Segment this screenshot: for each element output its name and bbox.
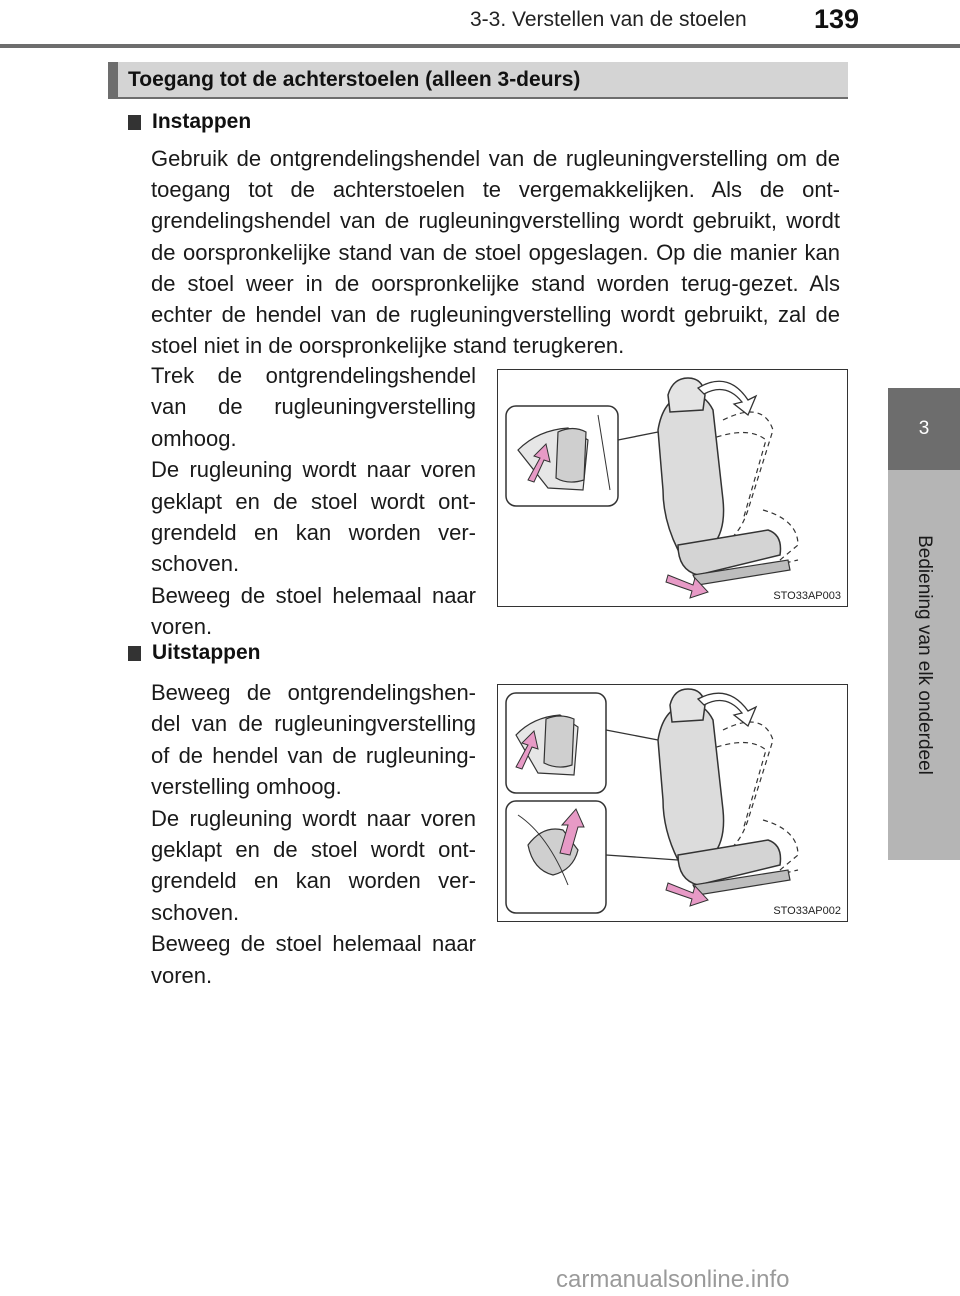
figure-instappen — [497, 369, 848, 607]
header-rule — [0, 44, 960, 48]
chapter-title: 3-3. Verstellen van de stoelen — [470, 8, 747, 31]
uitstappen-instruction: Beweeg de ontgrendelingshen-del van de rugleuningverstelling of de hendel van de rugleuning-verstelling omhoog. — [151, 680, 476, 800]
uitstappen-action: Beweeg de stoel helemaal naar voren. — [151, 931, 476, 988]
chapter-tab[interactable] — [888, 388, 960, 470]
uitstappen-steps — [151, 677, 476, 991]
watermark[interactable]: carmanualsonline.info — [556, 1266, 790, 1293]
instappen-action: Beweeg de stoel helemaal naar voren. — [151, 582, 476, 640]
figure-uitstappen — [497, 684, 848, 922]
intro-paragraph: Gebruik de ontgrendelingshendel van de rugleuningverstelling om de toegang tot de achterstoelen te vergemakkelijken. Als de ont-grendelingshendel van de rugleuningverstelling wordt gebruikt, wordt de oorspronkelijke stand van de stoel opgeslagen. Op die manier kan de stoel weer in de oorspronkelijke stand worden terug-gezet. Als echter de hendel van de rugleuningverstelling wordt gebruikt, zal de stoel niet in de oorspronkelijke stand terugkeren. — [151, 146, 840, 359]
instappen-result: De rugleuning wordt naar voren geklapt en de stoel wordt ont-grendeld en kan worden ver-schoven. — [151, 457, 476, 577]
seat-illustration-1 — [498, 370, 849, 608]
chapter-side-label: Bediening van elk onderdeel — [914, 535, 935, 775]
bullet-square-icon — [128, 646, 141, 661]
subheading-label: Uitstappen — [152, 641, 261, 664]
subheading-label: Instappen — [152, 110, 252, 133]
seat-illustration-2 — [498, 685, 849, 923]
section-title: Toegang tot de achterstoelen (alleen 3-deurs) — [128, 68, 581, 91]
bullet-square-icon — [128, 115, 141, 130]
page-number: 139 — [814, 4, 860, 34]
section-heading — [108, 62, 848, 99]
section-accent — [108, 62, 118, 97]
chapter-number: 3 — [918, 418, 930, 439]
figure-code: STO33AP002 — [773, 905, 841, 917]
uitstappen-result: De rugleuning wordt naar voren geklapt en de stoel wordt ont-grendeld en kan worden ver-schoven. — [151, 805, 476, 925]
subheading-instappen — [128, 110, 251, 134]
subheading-uitstappen — [128, 641, 261, 665]
instappen-instruction: Trek de ontgrendelingshendel van de rugleuningverstelling omhoog. — [151, 363, 476, 451]
instappen-steps — [151, 360, 476, 643]
figure-code: STO33AP003 — [773, 590, 841, 602]
